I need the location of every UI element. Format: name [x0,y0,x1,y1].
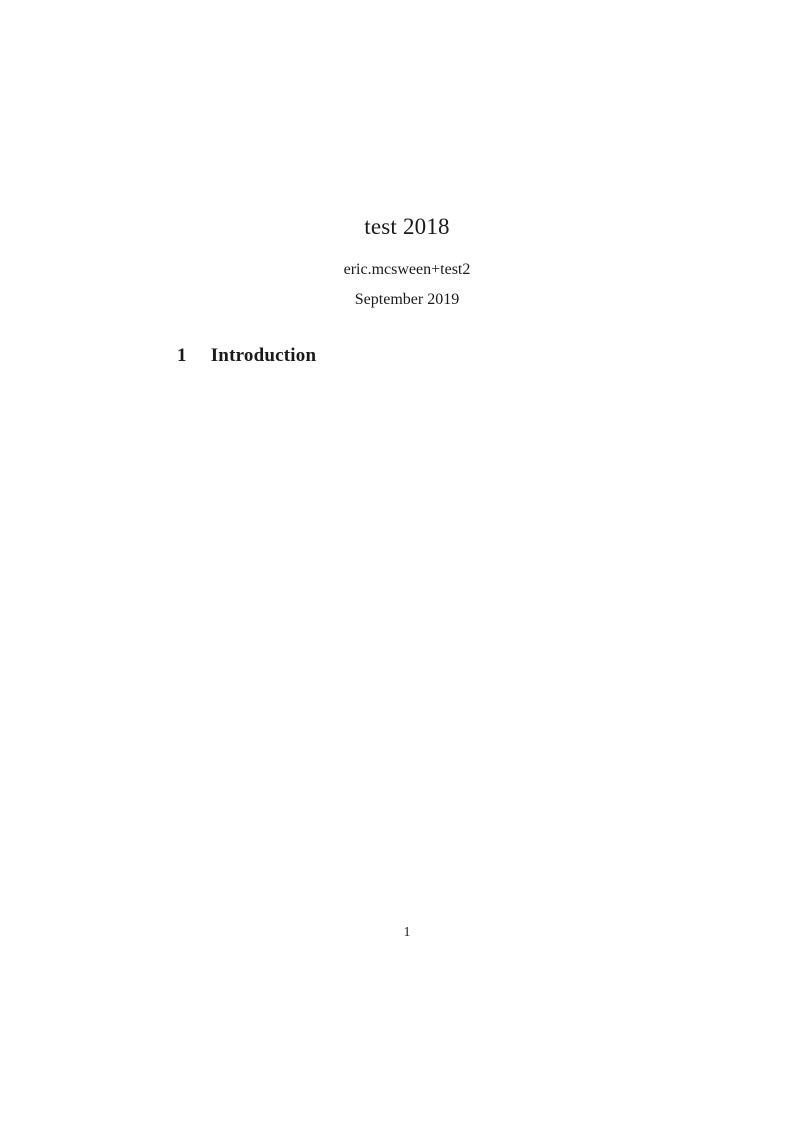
document-author: eric.mcsween+test2 [343,261,471,278]
page-number: 1 [403,924,411,939]
document-title: test 2018 [364,214,450,239]
section-number: 1 [177,345,187,366]
section-heading [177,345,637,367]
section-title: Introduction [210,345,317,366]
document-date: September 2019 [354,291,460,308]
